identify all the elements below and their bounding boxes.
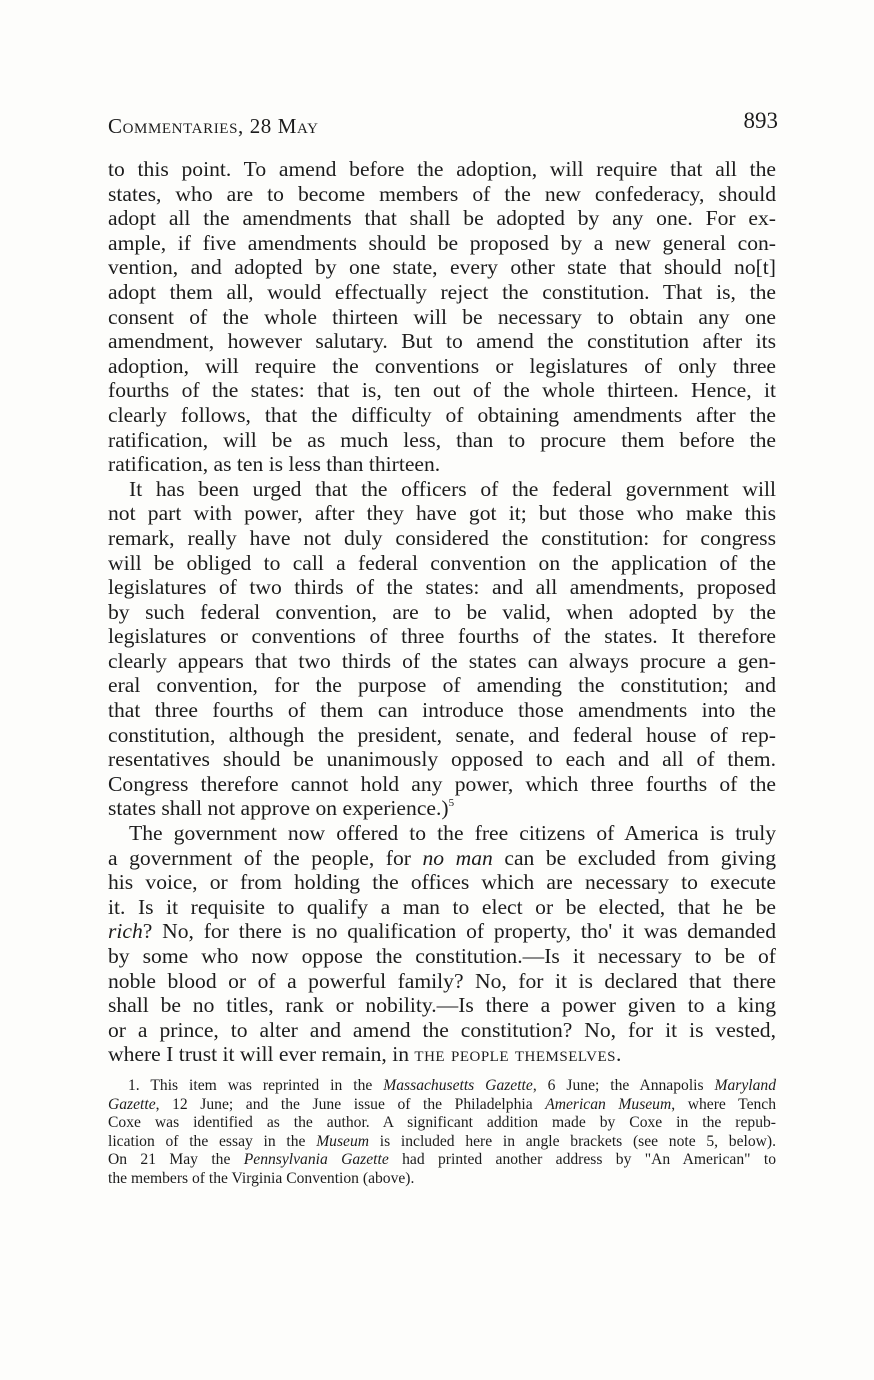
text-line: vention, and adopted by one state, every other state that should no[t] xyxy=(108,255,776,280)
page-number: 893 xyxy=(743,108,778,133)
footnote-line: 1. This item was reprinted in the Massachusetts Gazette, 6 June; the Annapolis Maryland xyxy=(128,1077,777,1094)
text-line: states, who are to become members of the new confederacy, should xyxy=(108,181,776,206)
footnote-line: Coxe was identified as the author. A significant addition made by Coxe in the repub- xyxy=(108,1114,776,1132)
text-line: to this point. To amend before the adoption, will require that all the xyxy=(108,157,776,181)
text-line: not part with power, after they have got it; but those who make this xyxy=(108,501,776,526)
text-line: ratification, will be as much less, than to procure them before the xyxy=(108,427,776,452)
text-line: ample, if five amendments should be proposed by a new general con- xyxy=(108,230,776,255)
running-head: Commentaries, 28 May xyxy=(108,114,319,138)
text-line: eral convention, for the purpose of amending the constitution; and xyxy=(108,673,776,698)
text-line: by such federal convention, are to be valid, when adopted by the xyxy=(108,599,776,624)
text-line: adopt them all, would effectually reject the constitution. That is, the xyxy=(108,279,776,304)
text-line: constitution, although the president, senate, and federal house of rep- xyxy=(108,722,776,747)
text-line: a government of the people, for no man can be excluded from giving xyxy=(108,845,776,870)
paragraph xyxy=(108,157,776,477)
text-line: Congress therefore cannot hold any power, which three fourths of the xyxy=(108,771,776,796)
paragraph xyxy=(108,821,776,1067)
text-line: noble blood or of a powerful family? No, for it is declared that there xyxy=(108,968,776,993)
text-line: will be obliged to call a federal convention on the application of the xyxy=(108,550,776,575)
text-line: where I trust it will ever remain, in the people themselves. xyxy=(108,1042,622,1067)
text-line: shall be no titles, rank or nobility.—Is there a power given to a king xyxy=(108,993,776,1018)
text-line: ratification, as ten is less than thirteen. xyxy=(108,452,441,477)
text-line: by some who now oppose the constitution.—Is it necessary to be of xyxy=(108,944,776,968)
text-line: amendment, however salutary. But to amend the constitution after its xyxy=(108,329,776,354)
text-line: consent of the whole thirteen will be necessary to obtain any one xyxy=(108,304,776,329)
text-line: or a prince, to alter and amend the constitution? No, for it is vested, xyxy=(108,1017,776,1042)
text-line: that three fourths of them can introduce those amendments into the xyxy=(108,698,776,723)
footnote-line: On 21 May the Pennsylvania Gazette had printed another address by "An American" to xyxy=(108,1151,777,1169)
text-line: legislatures of two thirds of the states: and all amendments, proposed xyxy=(108,575,776,600)
paragraph xyxy=(108,477,776,821)
page-header xyxy=(108,108,778,142)
text-line: legislatures or conventions of three fourths of the states. It therefore xyxy=(108,624,776,649)
text-line: clearly appears that two thirds of the states can always procure a gen- xyxy=(108,648,776,673)
footnotes xyxy=(108,1077,776,1189)
body-text xyxy=(108,157,776,1067)
text-line: The government now offered to the free citizens of America is truly xyxy=(129,821,776,846)
text-line: clearly follows, that the difficulty of obtaining amendments after the xyxy=(108,402,776,427)
text-line: remark, really have not duly considered the constitution: for congress xyxy=(108,525,776,550)
text-line: adopt all the amendments that shall be adopted by any one. For ex- xyxy=(108,206,776,231)
text-line: adoption, will require the conventions or legislatures of only three xyxy=(108,353,776,378)
text-line: It has been urged that the officers of the federal government will xyxy=(129,476,776,501)
text-line: fourths of the states: that is, ten out of the whole thirteen. Hence, it xyxy=(108,378,776,403)
text-line: resentatives should be unanimously opposed to each and all of them. xyxy=(108,747,776,772)
footnote-line: lication of the essay in the Museum is included here in angle brackets (see note 5, below). xyxy=(108,1132,777,1150)
text-line: his voice, or from holding the offices which are necessary to execute xyxy=(108,870,776,895)
footnote-reference: 5 xyxy=(448,797,455,810)
text-line: states shall not approve on experience.)$^5$ xyxy=(108,796,455,821)
text-line: rich? No, for there is no qualification of property, tho' it was demanded xyxy=(108,919,776,944)
footnote-line: the members of the Virginia Convention (above). xyxy=(108,1169,415,1187)
footnote-line: Gazette, 12 June; and the June issue of the Philadelphia American Museum, where Tench xyxy=(108,1095,777,1113)
text-line: it. Is it requisite to qualify a man to elect or be elected, that he be xyxy=(108,894,776,919)
